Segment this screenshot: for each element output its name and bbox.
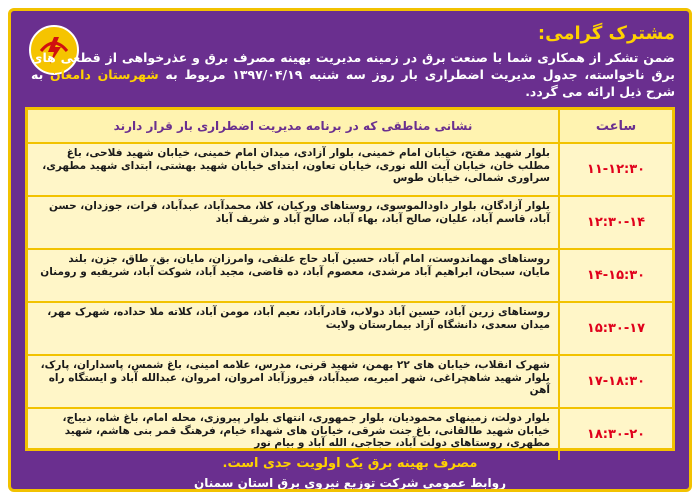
row-time: ۱۴-۱۵:۳۰ (558, 250, 672, 301)
outage-notice-poster (8, 8, 692, 492)
intro-paragraph (31, 49, 675, 100)
table-row (28, 409, 672, 460)
header-areas: نشانی مناطقی که در برنامه مدیریت اضطراری بار قرار دارند (113, 119, 473, 133)
intro-text-part2: به شرح ذیل ارائه می گردد. (31, 67, 675, 99)
table-row (28, 356, 672, 409)
row-time: ۱۸:۳۰-۲۰ (558, 409, 672, 460)
row-time: ۱۲:۳۰-۱۴ (558, 197, 672, 248)
row-time: ۱۵:۳۰-۱۷ (558, 303, 672, 354)
intro-text-part1: ضمن تشکر از همکاری شما با صنعت برق در زمینه مدیریت بهینه مصرف برق و عذرخواهی از قطعی های برق ناخواسته، جدول مدیریت اضطراری بار روز سه شنبه ۱۳۹۷/۰۴/۱۹ مربوط به (31, 50, 675, 82)
footer-slogan: مصرف بهینه برق یک اولویت جدی است. (222, 456, 478, 471)
row-areas: روستاهای زرین آباد، حسین آباد دولاب، قادرآباد، نعیم آباد، مومن آباد، کلاته ملا حداده، شهرک مهر، میدان سعدی، دانشگاه آزاد بیمارستان ولایت (47, 306, 550, 331)
row-areas: بلوار دولت، زمینهای محمودیان، بلوار جمهوری، انتهای بلوار پیروزی، محله امام، باغ شاه، دیباج، خیابان شهید طالقانی، باغ جنت شرقی، خیابان های شهداء خیام، فرهنگ قمر بنی هاشم، شهید مطهری، روستاهای دولت آباد، حجاجی، الله آباد و بیام نور (62, 412, 550, 449)
row-areas: بلوار شهید مفتح، خیابان امام خمینی، بلوار آزادی، میدان امام خمینی، خیابان شهید فلاحی، باغ مطلب خان، خیابان آیت الله نوری، خیابان تعاون، ابتدای خیابان شهید بهشتی، ابتدای شهید مطهری، سراوری شمالی، خیابان طوس (42, 147, 550, 184)
footer-organization: روابط عمومی شرکت توزیع نیروی برق استان سمنان (193, 476, 507, 490)
table-row (28, 250, 672, 303)
row-time: ۱۱-۱۲:۳۰ (558, 144, 672, 195)
table-header-row (28, 110, 672, 144)
notice-heading: مشترک گرامی: (537, 23, 675, 44)
row-areas: شهرک انقلاب، خیابان های ۲۲ بهمن، شهید قرنی، مدرس، علامه امینی، باغ شمس، پاسداران، پارک، بلوار شهید شاهچراغی، شهر امیریه، صیدآباد، فیروزآباد امروان، امروان، عبدالله آباد و ایستگاه راه آهن (40, 359, 550, 396)
header-time: ساعت (558, 110, 672, 142)
row-time: ۱۷-۱۸:۳۰ (558, 356, 672, 407)
table-row (28, 197, 672, 250)
table-row (28, 303, 672, 356)
row-areas: بلوار آزادگان، بلوار داودالموسوی، روستاهای ورکیان، کلا، محمدآباد، عبدآباد، فرات، جوزدان، حسن آباد، قاسم آباد، علیان، صالح آباد، بهاء آباد، صالح آباد و شریف آباد (48, 200, 550, 225)
intro-city-highlight: شهرستان دامغان (50, 67, 159, 82)
table-row (28, 144, 672, 197)
row-areas: روستاهای مهماندوست، امام آباد، حسین آباد حاج علنقی، وامرزان، مایان، بق، طاق، جزن، بلند مایان، سبحان، ابراهیم آباد مرشدی، معصوم آباد، ده قاضی، مجید آباد، شوکت آباد، شریفیه و رومنان (40, 253, 550, 278)
outage-schedule-table (25, 107, 675, 451)
